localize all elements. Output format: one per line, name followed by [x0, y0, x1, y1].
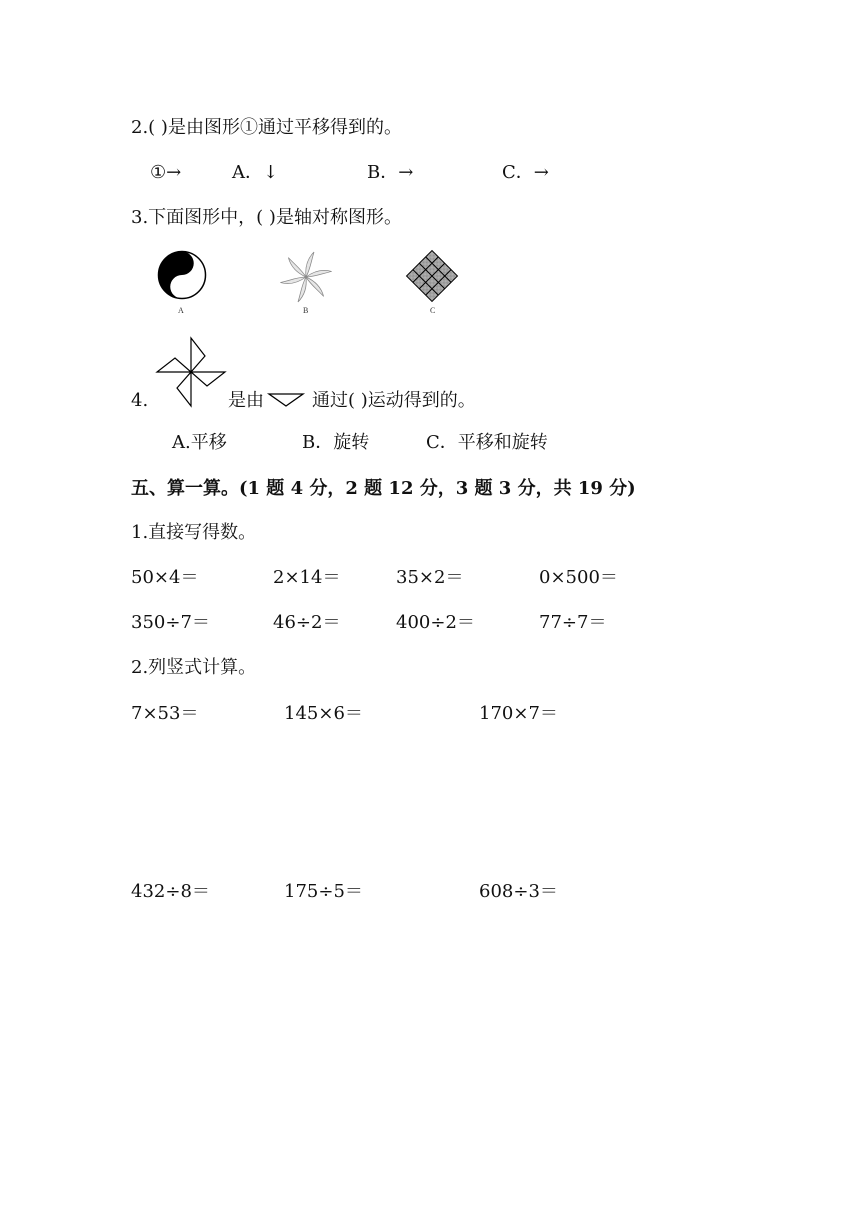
calc-1-2: 2×14＝ [273, 567, 341, 588]
figure-label-b: B [303, 306, 309, 315]
q4-text-mid: 是由 [228, 390, 264, 411]
vertical-calc-2-1: 432÷8＝ [131, 881, 210, 902]
q4-option-b: B．旋转 [302, 432, 370, 453]
vertical-calc-2-3: 608÷3＝ [479, 881, 558, 902]
q4-text-end: 通过( )运动得到的。 [312, 390, 476, 411]
section5-heading: 五、算一算。(1 题 4 分，2 题 12 分，3 题 3 分，共 19 分) [131, 478, 636, 499]
q4-number: 4. [131, 390, 149, 411]
sub1-title: 1.直接写得数。 [131, 522, 257, 543]
calc-1-3: 35×2＝ [396, 567, 464, 588]
yin-yang-figure [157, 250, 207, 300]
diamond-lattice-figure [404, 248, 460, 304]
calc-1-1: 50×4＝ [131, 567, 199, 588]
triangle-shape [268, 392, 304, 408]
vertical-calc-2-2: 175÷5＝ [284, 881, 363, 902]
q2-original-figure: ①→ [150, 162, 182, 183]
vertical-calc-1-3: 170×7＝ [479, 703, 558, 724]
q2-text: 2.( )是由图形①通过平移得到的。 [131, 117, 402, 138]
q4-option-a: A.平移 [172, 432, 227, 453]
windmill-figure [155, 336, 227, 408]
calc-2-1: 350÷7＝ [131, 612, 210, 633]
sub2-title: 2.列竖式计算。 [131, 657, 257, 678]
calc-2-2: 46÷2＝ [273, 612, 341, 633]
q2-option-c: C．→ [502, 162, 549, 183]
q3-text: 3.下面图形中，( )是轴对称图形。 [131, 207, 402, 228]
q4-option-c: C．平移和旋转 [426, 432, 548, 453]
calc-1-4: 0×500＝ [539, 567, 618, 588]
vertical-calc-1-1: 7×53＝ [131, 703, 199, 724]
q2-option-b: B．→ [367, 162, 414, 183]
calc-2-4: 77÷7＝ [539, 612, 607, 633]
figure-label-a: A [178, 306, 184, 315]
calc-2-3: 400÷2＝ [396, 612, 475, 633]
figure-label-c: C [430, 306, 436, 315]
q2-option-a: A．↓ [232, 162, 279, 183]
vertical-calc-1-2: 145×6＝ [284, 703, 363, 724]
spiral-blades-figure [276, 248, 336, 306]
